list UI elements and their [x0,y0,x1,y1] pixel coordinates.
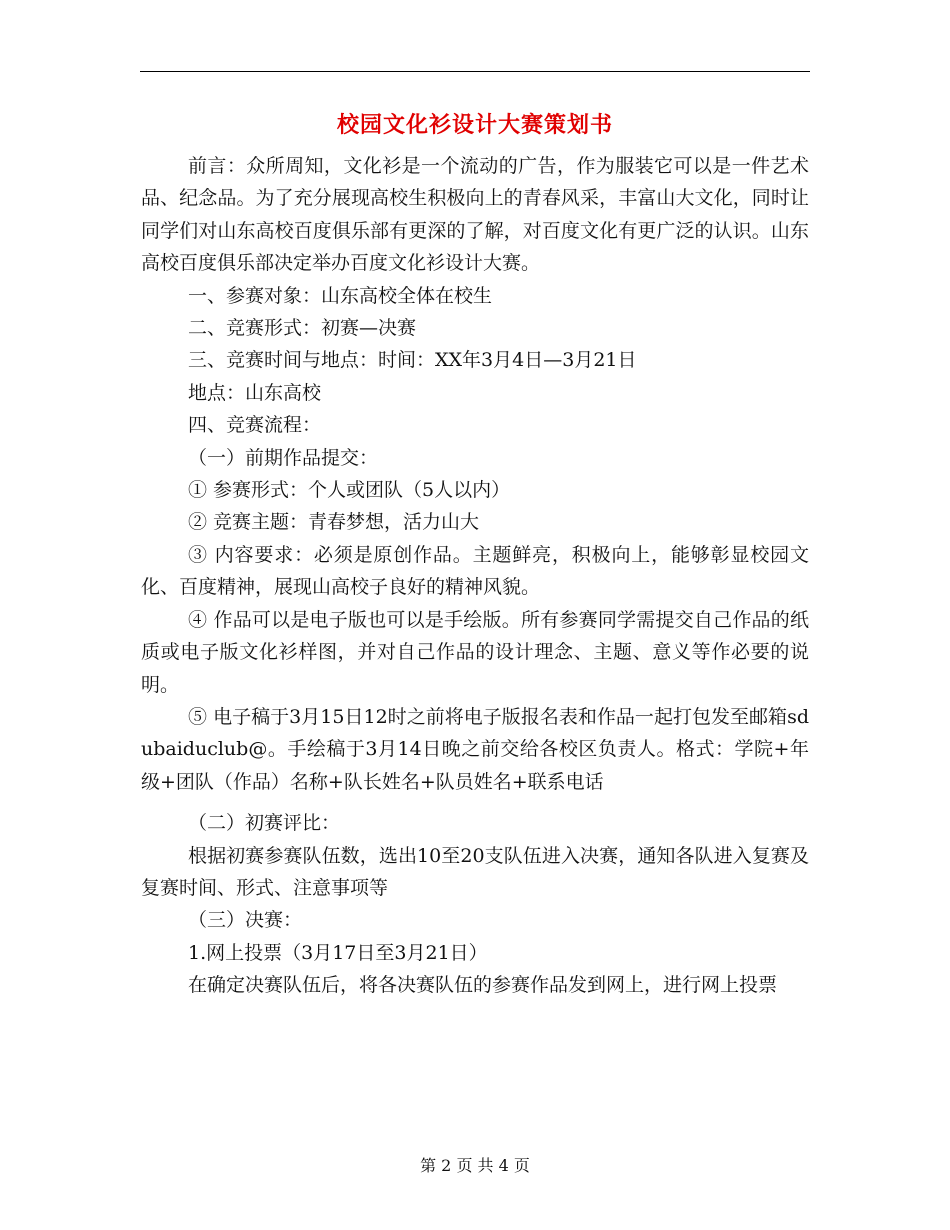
paragraph-participants: 一、参赛对象：山东高校全体在校生 [188,284,493,307]
paragraph-preliminary-selection: 根据初赛参赛队伍数，选出10至20支队伍进入决赛，通知各队进入复赛及复赛时间、形式、注意事项等 [141,844,809,899]
paragraph-format: 二、竞赛形式：初赛—决赛 [188,317,417,340]
paragraph-online-vote-heading: 1.网上投票（3月17日至3月21日） [188,941,488,964]
paragraph-time: 三、竞赛时间与地点：时间：XX年3月4日—3月21日 [188,349,637,372]
document-title: 校园文化衫设计大赛策划书 [336,112,613,138]
paragraph-item-2: ② 竞赛主题：青春梦想，活力山大 [188,511,480,534]
paragraph-location: 地点：山东高校 [188,381,322,404]
paragraph-stage-3-heading: （三）决赛： [188,909,303,932]
paragraph-item-1: ① 参赛形式：个人或团队（5人以内） [188,479,511,502]
page-number-footer: 第 2 页 共 4 页 [420,1156,530,1175]
header-rule [140,71,810,72]
paragraph-stage-2-heading: （二）初赛评比： [188,812,341,835]
paragraph-preface: 前言：众所周知，文化衫是一个流动的广告，作为服装它可以是一件艺术品、纪念品。为了充分展现高校生积极向上的青春风采，丰富山大文化，同时让同学们对山东高校百度俱乐部有更深的了解，对百度文化有更广泛的认识。山东高校百度俱乐部决定举办百度文化衫设计大赛。 [141,155,809,275]
document-body [141,150,809,1002]
paragraph-item-5: ⑤ 电子稿于3月15日12时之前将电子版报名表和作品一起打包发至邮箱sdubaiduclub@。手绘稿于3月14日晚之前交给各校区负责人。格式：学院+年级+团队（作品）名称+队长姓名+队员姓名+联系电话 [141,705,809,793]
paragraph-online-vote-detail: 在确定决赛队伍后，将各决赛队伍的参赛作品发到网上，进行网上投票 [188,974,778,997]
paragraph-item-3: ③ 内容要求：必须是原创作品。主题鲜亮，积极向上，能够彰显校园文化、百度精神，展现山高校子良好的精神风貌。 [141,543,809,599]
paragraph-process-heading: 四、竞赛流程： [188,414,322,437]
paragraph-stage-1-heading: （一）前期作品提交： [188,446,379,469]
paragraph-item-4: ④ 作品可以是电子版也可以是手绘版。所有参赛同学需提交自己作品的纸质或电子版文化衫样图，并对自己作品的设计理念、主题、意义等作必要的说明。 [141,608,809,696]
